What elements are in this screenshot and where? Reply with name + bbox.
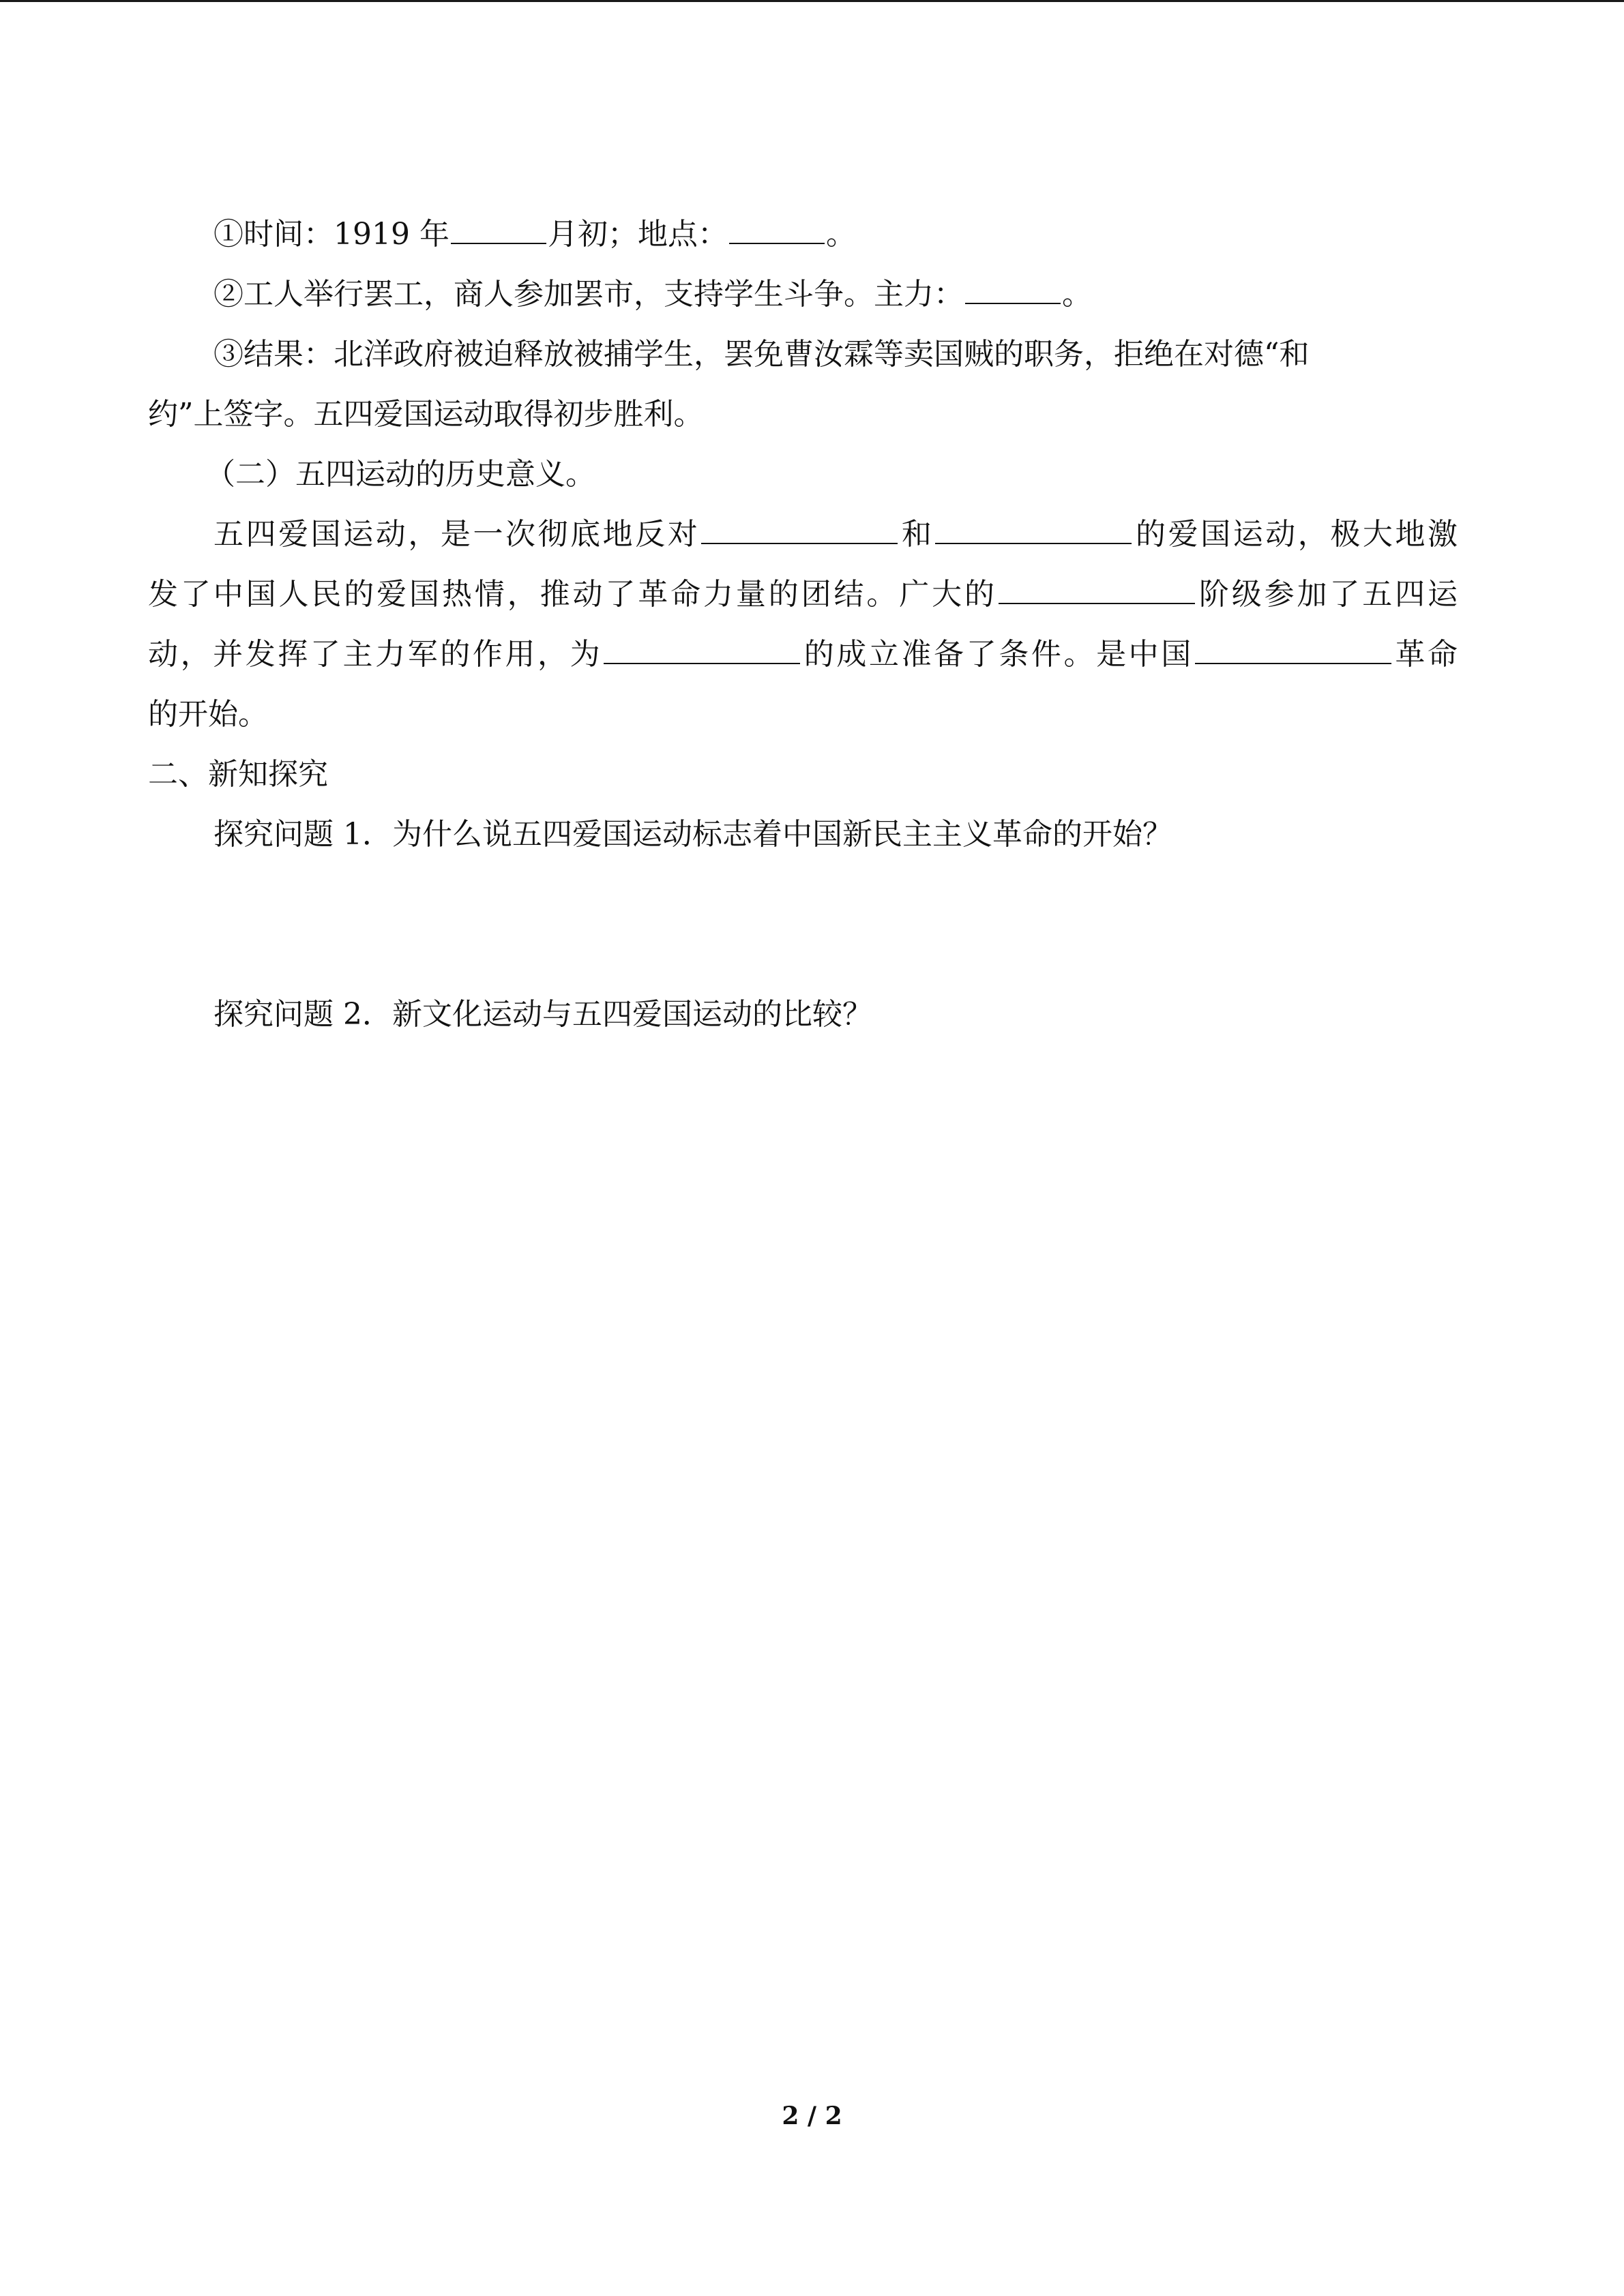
blank-month[interactable] (451, 213, 546, 244)
item-time-place (148, 205, 1458, 265)
blank-oppose-2[interactable] (935, 513, 1132, 544)
answer-space-1[interactable] (148, 865, 1458, 985)
explore-question-2: 探究问题 2．新文化运动与五四爱国运动的比较？ (213, 997, 872, 1032)
section-explore-heading: 二、新知探究 (148, 757, 328, 792)
explore-question-1: 探究问题 1．为什么说五四爱国运动标志着中国新民主主义革命的开始？ (213, 817, 1172, 852)
significance-line1 (148, 505, 1458, 565)
significance-text: 阶级参加了五四运 (1196, 577, 1458, 612)
document-body (148, 205, 1458, 1045)
item-strike-suffix: 。 (1062, 277, 1092, 312)
item-time-prefix: ①时间：1919 年 (213, 217, 449, 252)
significance-text: 发了中国人民的爱国热情，推动了革命力量的团结。广大的 (148, 577, 997, 612)
significance-line2 (148, 565, 1458, 625)
item-time-middle: 月初；地点： (547, 217, 728, 252)
significance-line3 (148, 625, 1458, 685)
significance-text: 和 (899, 517, 934, 552)
significance-text: 革命 (1392, 637, 1458, 672)
item-time-suffix: 。 (825, 217, 856, 252)
blank-revolution[interactable] (1195, 633, 1391, 664)
item-result-line2: 约”上签字。五四爱国运动取得初步胜利。 (148, 397, 704, 432)
item-strike-prefix: ②工人举行罢工，商人参加罢市，支持学生斗争。主力： (213, 277, 964, 312)
section-significance-heading: （二）五四运动的历史意义。 (205, 457, 595, 492)
item-result-line1: ③结果：北洋政府被迫释放被捕学生，罢免曹汝霖等卖国贼的职务，拒绝在对德“和 (213, 337, 1310, 372)
blank-founding[interactable] (604, 633, 800, 664)
significance-line4: 的开始。 (148, 697, 268, 732)
blank-main-force[interactable] (965, 273, 1061, 304)
significance-text: 动，并发挥了主力军的作用，为 (148, 637, 603, 672)
blank-class[interactable] (999, 573, 1195, 604)
significance-text: 的成立准备了条件。是中国 (801, 637, 1194, 672)
page-top-border (0, 0, 1624, 2)
blank-place[interactable] (729, 213, 825, 244)
significance-text: 的爱国运动，极大地激 (1133, 517, 1458, 552)
page-number: 2 / 2 (782, 2102, 842, 2130)
significance-text: 五四爱国运动，是一次彻底地反对 (213, 517, 700, 552)
blank-oppose-1[interactable] (701, 513, 898, 544)
item-strike (148, 265, 1458, 325)
